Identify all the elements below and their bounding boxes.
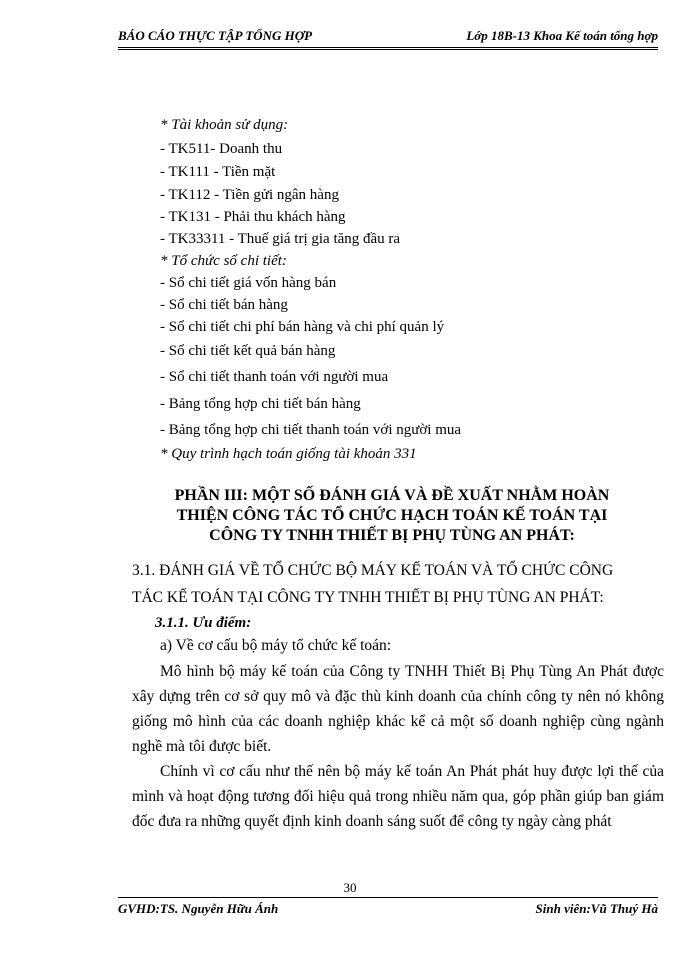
paragraph-1 [132, 659, 664, 759]
list-item: - Bảng tổng hợp chi tiết bán hàng [160, 396, 361, 412]
part-heading-line: CÔNG TY TNHH THIẾT BỊ PHỤ TÙNG AN PHÁT: [209, 527, 575, 544]
part-heading-line: THIỆN CÔNG TÁC TỔ CHỨC HẠCH TOÁN KẾ TOÁN TẠI [176, 507, 608, 524]
paragraph-2 [132, 759, 664, 834]
list-item: - Sổ chi tiết bán hàng [160, 297, 288, 313]
list-item: - Sổ chi tiết kết quả bán hàng [160, 343, 336, 359]
list-item: - TK511- Doanh thu [160, 141, 283, 157]
process-note: * Quy trình hạch toán giống tài khoản 331 [160, 446, 417, 462]
paragraph-1-text: Mô hình bộ máy kế toán của Công ty TNHH Thiết Bị Phụ Tùng An Phát được xây dựng trên cơ sở quy mô và đặc thù kinh doanh của chính công ty nên nó không giống mô hình của các doanh nghiệp khác kể cả một số doanh nghiệp cùng ngành nghề mà tôi được biết. [132, 663, 664, 755]
item-a: a) Về cơ cấu bộ máy tổ chức kế toán: [160, 637, 392, 654]
accounts-title: * Tài khoản sử dụng: [160, 117, 289, 133]
list-item: - Bảng tổng hợp chi tiết thanh toán với người mua [160, 422, 462, 438]
page-footer [118, 897, 658, 917]
list-item: - Sổ chi tiết giá vốn hàng bán [160, 275, 337, 291]
list-item: - Sổ chi tiết thanh toán với người mua [160, 369, 389, 385]
page-header [118, 28, 658, 50]
list-item: - TK111 - Tiền mặt [160, 164, 276, 180]
list-item: - TK33311 - Thuế giá trị gia tăng đầu ra [160, 231, 401, 247]
list-item: - TK131 - Phải thu khách hàng [160, 209, 346, 225]
books-title: * Tổ chức sổ chi tiết: [160, 253, 287, 269]
list-item: - TK112 - Tiền gửi ngân hàng [160, 187, 339, 203]
subsection-heading: 3.1.1. Ưu điểm: [155, 615, 252, 631]
footer-right: Sinh viên:Vũ Thuý Hà [535, 901, 658, 916]
header-left: BÁO CÁO THỰC TẬP TỔNG HỢP [118, 28, 313, 43]
part-heading-line: PHẦN III: MỘT SỐ ĐÁNH GIÁ VÀ ĐỀ XUẤT NHẰM HOÀN [174, 487, 610, 504]
paragraph-2-text: Chính vì cơ cấu như thế nên bộ máy kế toán An Phát phát huy được lợi thế của mình và hoạt động tương đối hiệu quả trong nhiều năm qua, góp phần giúp ban giám đốc đưa ra những quyết định kinh doanh sáng suốt để công ty ngày càng phát [132, 763, 664, 830]
part-heading [118, 486, 666, 546]
section-heading-line: TÁC KẾ TOÁN TẠI CÔNG TY TNHH THIẾT BỊ PHỤ TÙNG AN PHÁT: [132, 589, 604, 606]
footer-left: GVHD:TS. Nguyễn Hữu Ánh [118, 901, 279, 916]
list-item: - Sổ chi tiết chi phí bán hàng và chi phí quản lý [160, 319, 445, 335]
section-heading-line: 3.1. ĐÁNH GIÁ VỀ TỔ CHỨC BỘ MÁY KẾ TOÁN VÀ TỔ CHỨC CÔNG [132, 562, 614, 579]
header-right: Lớp 18B-13 Khoa Kế toán tổng hợp [466, 28, 658, 43]
page-number: 30 [343, 880, 357, 895]
